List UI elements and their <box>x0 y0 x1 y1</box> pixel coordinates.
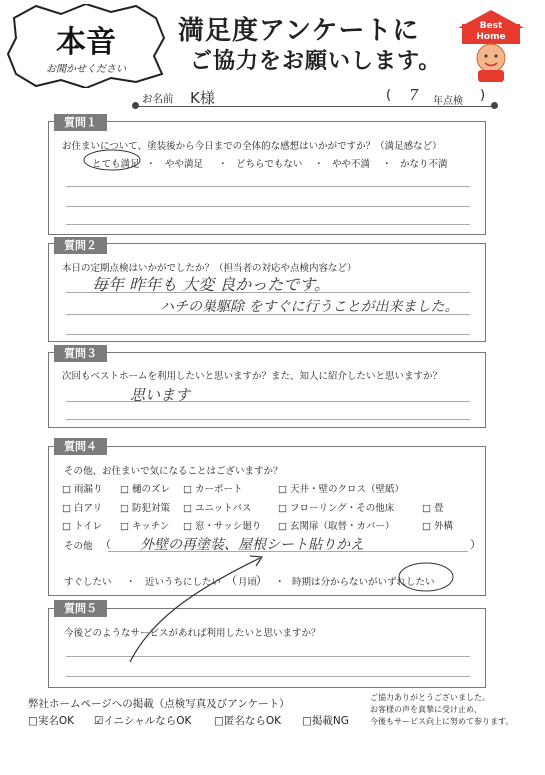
q3-line-1 <box>66 401 470 402</box>
other-paren-open: （ <box>100 538 111 551</box>
q1-option-1[interactable]: とても満足 <box>92 159 140 170</box>
q3-line-2 <box>66 419 470 420</box>
survey-title-line2: ご協力をお願いします。 <box>190 49 442 74</box>
thanks-line3: 今後もサービス向上に努めて参ります。 <box>370 717 514 726</box>
other-label: その他 <box>64 541 93 552</box>
q2-line-2 <box>66 314 470 315</box>
q1-line-2 <box>66 206 470 207</box>
q5-line-2 <box>66 676 470 677</box>
q1-question: お住まいについて、塗装後から今日までの全体的な感想はいかがですか？（満足感など） <box>62 141 442 152</box>
q5-tag: 質問５ <box>54 600 107 617</box>
name-line-dot-right <box>491 102 498 109</box>
timing-soon[interactable]: 近いうちにしたい <box>145 577 222 588</box>
checkbox-flooring[interactable]: □ フローリング・その他床 <box>278 503 395 514</box>
q1-option-4[interactable]: やや不満 <box>332 159 371 170</box>
q2-answer-line1: 毎年 昨年も 大変 良かったです。 <box>92 275 330 294</box>
badge-sub-text: お聞かせください <box>46 64 126 75</box>
name-line-dot-left <box>132 102 139 109</box>
year-value: 7 <box>409 86 419 104</box>
q2-line-1 <box>66 292 470 293</box>
name-paren-open: ( <box>386 88 392 103</box>
timing-now[interactable]: すぐしたい <box>64 577 112 588</box>
svg-text:Best: Best <box>479 21 503 31</box>
timing-selected-circle <box>396 560 456 594</box>
q3-tag: 質問３ <box>54 345 107 362</box>
checkbox-cloth[interactable]: □ 天井・壁のクロス（壁紙） <box>278 484 405 495</box>
checkbox-toilet[interactable]: □ トイレ <box>62 521 103 532</box>
name-label: お名前 <box>142 93 174 105</box>
q3-section <box>48 352 486 428</box>
timing-month[interactable]: 月頃 <box>238 577 258 588</box>
other-paren-close: ） <box>470 538 481 551</box>
q3-answer: 思います <box>130 386 191 404</box>
q4-tag: 質問４ <box>54 438 107 455</box>
name-paren-close: ) <box>480 88 486 103</box>
other-answer: 外壁の再塗装、屋根シート貼りかえ <box>140 537 364 553</box>
honne-badge <box>6 4 166 88</box>
q3-question: 次回もベストホームを利用したいと思いますか？また、知人に紹介したいと思いますか？ <box>62 371 443 382</box>
checkbox-bouhan[interactable]: □ 防犯対策 <box>120 503 171 514</box>
timing-someday[interactable]: 時期は分からないがいずれしたい <box>292 577 435 588</box>
badge-main-text: 本音 <box>56 25 116 60</box>
q2-line-3 <box>66 334 470 335</box>
publish-option-anonymous[interactable]: □匿名ならOK <box>214 715 282 727</box>
checkbox-amamori[interactable]: □ 雨漏り <box>62 484 103 495</box>
publish-option-ng[interactable]: □掲載NG <box>302 715 349 727</box>
best-home-logo <box>454 6 528 84</box>
q1-option-3[interactable]: どちらでもない <box>236 159 303 170</box>
publish-title: 弊社ホームページへの掲載（点検写真及びアンケート） <box>28 698 290 710</box>
checkbox-gaikou[interactable]: □ 外構 <box>422 521 454 532</box>
q1-selected-circle <box>82 148 142 172</box>
thanks-line1: ご協力ありがとうございました。 <box>370 693 490 702</box>
q1-option-5[interactable]: かなり不満 <box>400 159 448 170</box>
name-underline <box>136 106 494 107</box>
name-value: K様 <box>190 89 215 107</box>
checkbox-genkan[interactable]: □ 玄関扉（取替・カバー） <box>278 521 395 532</box>
checkbox-shiroari[interactable]: □ 白アリ <box>62 503 103 514</box>
thanks-line2: お客様の声を真摯に受け止め、 <box>370 705 482 714</box>
checkbox-carport[interactable]: □ カーポート <box>183 484 243 495</box>
q2-answer-line2: ハチの巣駆除 をすぐに行うことが出来ました。 <box>160 299 459 315</box>
q1-line-3 <box>66 224 470 225</box>
q1-option-2[interactable]: やや満足 <box>165 159 204 170</box>
q2-tag: 質問２ <box>54 237 107 254</box>
month-paren-close: ） <box>256 574 267 587</box>
month-paren-open: （ <box>226 574 237 587</box>
year-label: 年点検 <box>433 96 463 107</box>
checkbox-sash[interactable]: □ 窓・サッシ廻り <box>183 521 262 532</box>
q2-question: 本日の定期点検はいかがでしたか？（担当者の対応や点検内容など） <box>62 263 357 274</box>
q5-question: 今後どのようなサービスがあれば利用したいと思いますか？ <box>64 628 321 639</box>
publish-option-initial[interactable]: ☑イニシャルならOK <box>94 715 192 727</box>
survey-title-line1: 満足度アンケートに <box>178 16 420 46</box>
checkbox-toi[interactable]: □ 樋のズレ <box>120 484 171 495</box>
q1-tag: 質問１ <box>54 114 107 131</box>
handwritten-arrow <box>110 552 280 672</box>
checkbox-unitbath[interactable]: □ ユニットバス <box>183 503 252 514</box>
publish-option-realname[interactable]: □実名OK <box>28 715 75 727</box>
q4-question: その他、お住まいで気になることはございますか？ <box>64 466 283 477</box>
q1-line-1 <box>66 186 470 187</box>
checkbox-kitchen[interactable]: □ キッチン <box>120 521 170 532</box>
svg-text:Home: Home <box>476 32 506 42</box>
checkbox-tatami[interactable]: □ 畳 <box>422 503 444 514</box>
